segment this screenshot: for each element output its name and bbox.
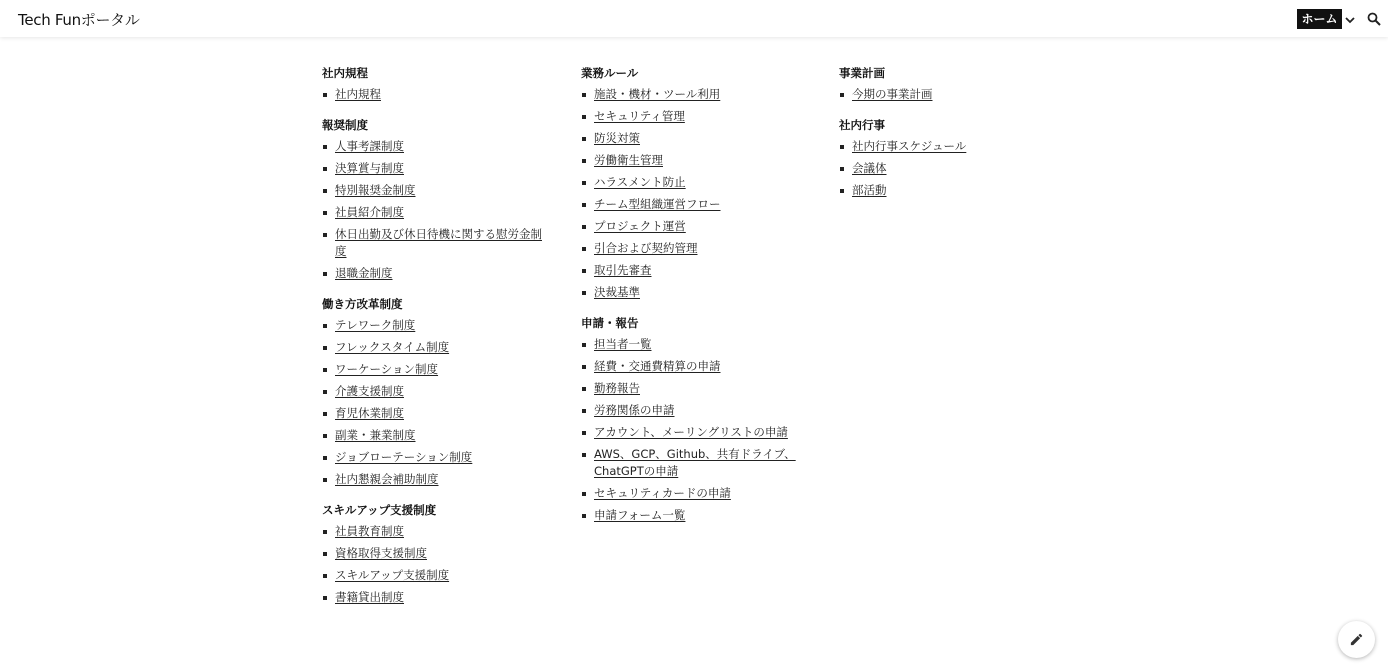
nav-list-item (839, 160, 1059, 177)
nav-link[interactable]: セキュリティカードの申請 (594, 486, 731, 500)
nav-link[interactable]: スキルアップ支援制度 (335, 568, 450, 582)
nav-list-item (322, 383, 552, 400)
nav-list-item (581, 174, 811, 191)
nav-link[interactable]: 担当者一覧 (594, 337, 652, 351)
nav-list-item (581, 152, 811, 169)
edit-pencil-icon (1349, 632, 1364, 647)
nav-link[interactable]: 休日出勤及び休日待機に関する慰労金制度 (335, 227, 542, 258)
nav-list (581, 336, 811, 524)
nav-link[interactable]: 書籍貸出制度 (335, 590, 404, 604)
nav-list-item (322, 361, 552, 378)
nav-home-button[interactable]: ホーム (1297, 9, 1342, 29)
nav-column (581, 60, 811, 537)
nav-link[interactable]: 社内懇親会補助制度 (335, 472, 439, 486)
nav-link[interactable]: 副業・兼業制度 (335, 428, 416, 442)
nav-list (322, 86, 552, 103)
nav-link[interactable]: プロジェクト運営 (594, 219, 686, 233)
nav-link[interactable]: アカウント、メーリングリストの申請 (594, 425, 788, 439)
nav-link[interactable]: ワーケーション制度 (335, 362, 439, 376)
section-title: スキルアップ支援制度 (322, 503, 437, 517)
nav-list-item (322, 589, 552, 606)
nav-link[interactable]: 労務関係の申請 (594, 403, 675, 417)
nav-list-item (581, 218, 811, 235)
nav-link[interactable]: ジョブローテーション制度 (335, 450, 473, 464)
nav-list-item (322, 567, 552, 584)
section-title: 事業計画 (839, 66, 885, 80)
section-title: 報奨制度 (322, 118, 368, 132)
nav-list-item (322, 204, 552, 221)
nav-list-item (581, 402, 811, 419)
nav-list-item (322, 86, 552, 103)
nav-section (322, 116, 552, 282)
nav-list-item (322, 339, 552, 356)
nav-list-item (581, 485, 811, 502)
site-title[interactable]: Tech Funポータル (18, 11, 140, 29)
nav-list-item (322, 160, 552, 177)
nav-section (322, 64, 552, 103)
nav-link[interactable]: 社員教育制度 (335, 524, 404, 538)
nav-list-item (581, 262, 811, 279)
nav-column (322, 60, 552, 619)
nav-section (581, 64, 811, 301)
nav-list-item (581, 130, 811, 147)
nav-link[interactable]: 育児休業制度 (335, 406, 404, 420)
nav-list-item (322, 405, 552, 422)
nav-list-item (322, 471, 552, 488)
nav-list-item (322, 449, 552, 466)
nav-list-item (581, 380, 811, 397)
nav-link[interactable]: 今期の事業計画 (852, 87, 933, 101)
nav-list-item (581, 507, 811, 524)
nav-link[interactable]: 部活動 (852, 183, 887, 197)
nav-link[interactable]: 社内行事スケジュール (852, 139, 967, 153)
nav-list-item (581, 284, 811, 301)
nav-link[interactable]: 退職金制度 (335, 266, 393, 280)
nav-list-item (322, 226, 552, 260)
nav-list-item (322, 427, 552, 444)
nav-link[interactable]: 取引先審査 (594, 263, 652, 277)
nav-list-item (581, 424, 811, 441)
nav-link[interactable]: 決算賞与制度 (335, 161, 404, 175)
section-title: 社内規程 (322, 66, 368, 80)
section-title: 社内行事 (839, 118, 885, 132)
nav-link[interactable]: 会議体 (852, 161, 887, 175)
nav-link[interactable]: 申請フォーム一覧 (594, 508, 686, 522)
nav-list-item (839, 86, 1059, 103)
nav-link[interactable]: 防災対策 (594, 131, 640, 145)
nav-link[interactable]: 特別報奨金制度 (335, 183, 416, 197)
nav-list (322, 523, 552, 606)
nav-list-item (581, 336, 811, 353)
nav-link[interactable]: チーム型組織運営フロー (594, 197, 721, 211)
nav-list-item (322, 182, 552, 199)
nav-link[interactable]: フレックスタイム制度 (335, 340, 450, 354)
nav-list-item (322, 265, 552, 282)
nav-list-item (581, 358, 811, 375)
nav-section (322, 501, 552, 606)
nav-link[interactable]: 労働衛生管理 (594, 153, 663, 167)
nav-list-item (581, 446, 811, 480)
nav-link[interactable]: 資格取得支援制度 (335, 546, 427, 560)
nav-section (839, 64, 1059, 103)
nav-list (839, 138, 1059, 199)
nav-link[interactable]: 施設・機材・ツール利用 (594, 87, 721, 101)
nav-list-item (581, 108, 811, 125)
nav-column (839, 60, 1059, 212)
section-title: 働き方改革制度 (322, 297, 403, 311)
nav-list-item (581, 196, 811, 213)
section-title: 業務ルール (581, 66, 639, 80)
nav-section (839, 116, 1059, 199)
nav-list-item (581, 86, 811, 103)
nav-section (322, 295, 552, 488)
nav-link[interactable]: 勤務報告 (594, 381, 640, 395)
nav-list-item (322, 523, 552, 540)
nav-link[interactable]: 決裁基準 (594, 285, 640, 299)
nav-list-item (322, 545, 552, 562)
edit-button[interactable] (1338, 621, 1375, 658)
nav-link[interactable]: 社内規程 (335, 87, 381, 101)
nav-list (322, 138, 552, 282)
nav-list-item (322, 138, 552, 155)
section-title: 申請・報告 (581, 316, 639, 330)
nav-link[interactable]: テレワーク制度 (335, 318, 416, 332)
nav-list-item (839, 138, 1059, 155)
nav-link[interactable]: 人事考課制度 (335, 139, 404, 153)
nav-list (839, 86, 1059, 103)
nav-list-item (581, 240, 811, 257)
nav-link[interactable]: AWS、GCP、Github、共有ドライブ、ChatGPTの申請 (594, 447, 796, 478)
nav-link[interactable]: 社員紹介制度 (335, 205, 404, 219)
nav-link[interactable]: セキュリティ管理 (594, 109, 685, 123)
nav-list-item (322, 317, 552, 334)
nav-link[interactable]: 介護支援制度 (335, 384, 404, 398)
nav-link[interactable]: 経費・交通費精算の申請 (594, 359, 721, 373)
nav-list-item (839, 182, 1059, 199)
nav-link[interactable]: 引合および契約管理 (594, 241, 698, 255)
nav-section (581, 314, 811, 524)
nav-link[interactable]: ハラスメント防止 (594, 175, 686, 189)
nav-list (581, 86, 811, 301)
nav-list (322, 317, 552, 488)
